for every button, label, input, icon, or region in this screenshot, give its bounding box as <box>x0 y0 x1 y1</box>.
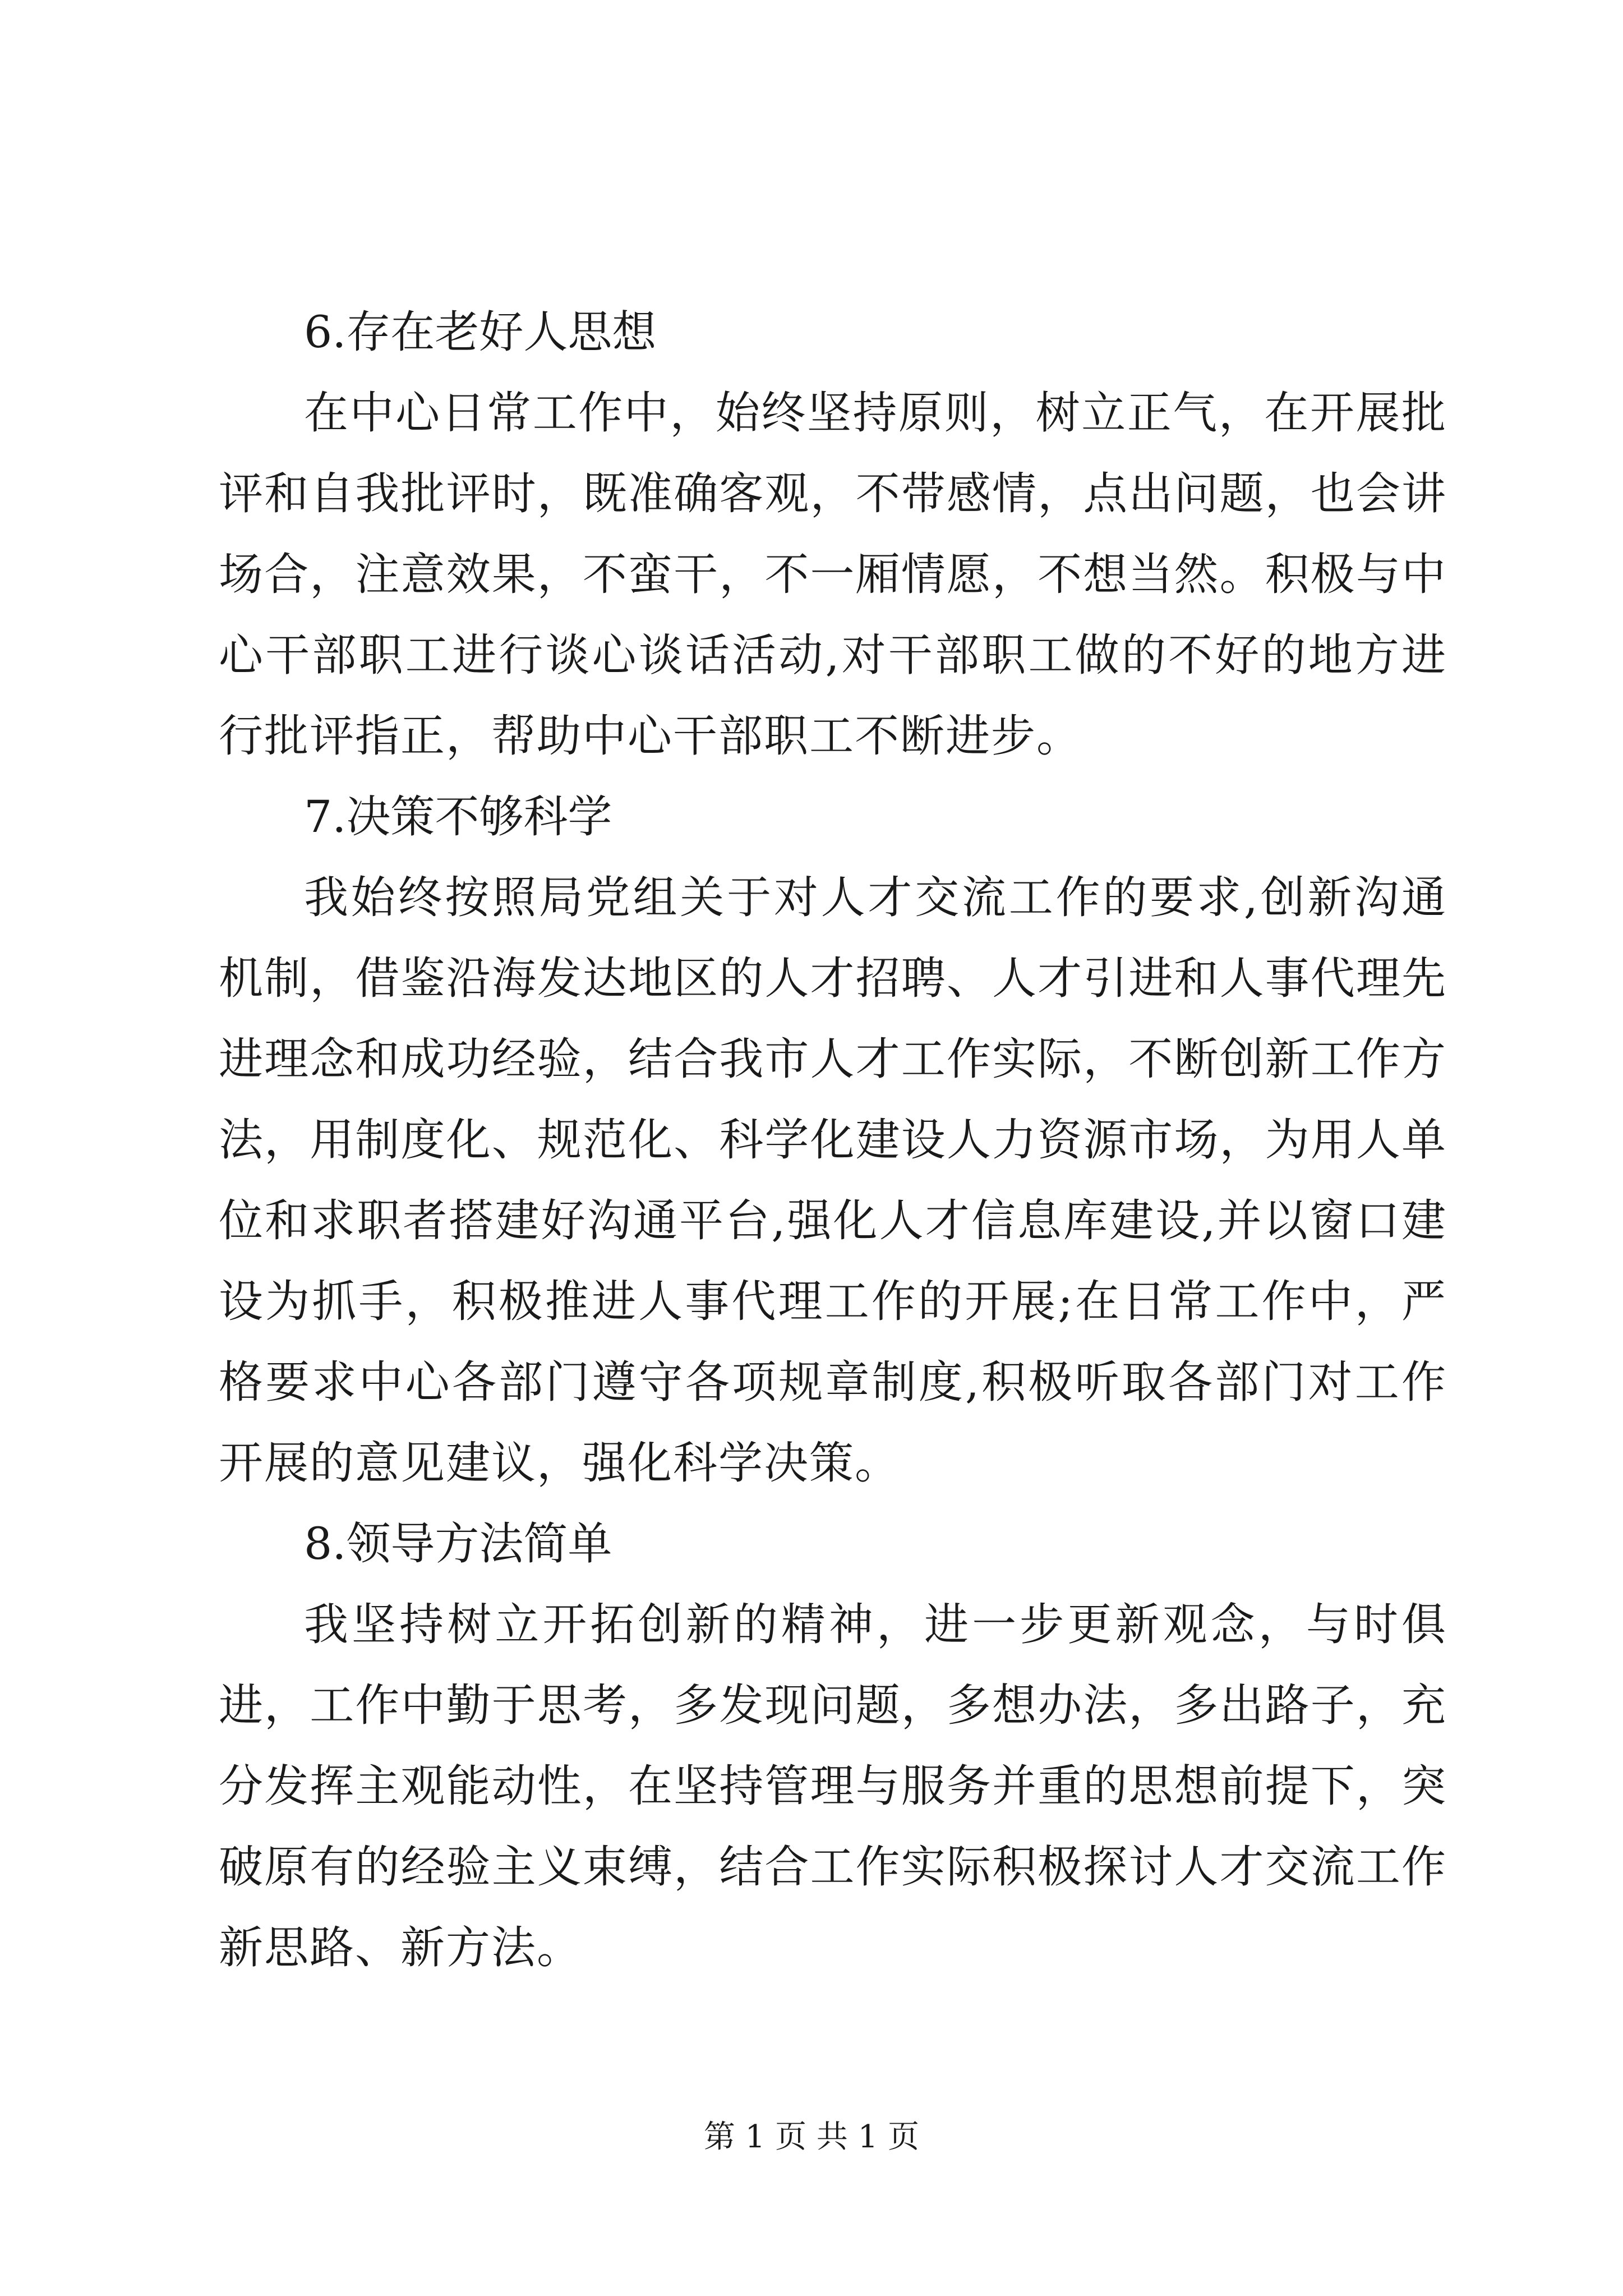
document-body <box>219 292 1447 1988</box>
section-heading-7: 7.决策不够科学 <box>304 791 612 843</box>
section-heading-8: 8.领导方法简单 <box>304 1518 612 1570</box>
section-paragraph-6: 在中心日常工作中，始终坚持原则，树立正气，在开展批评和自我批评时，既准确客观，不带感情，点出问题，也会讲场合，注意效果，不蛮干，不一厢情愿，不想当然。积极与中心干部职工进行谈心谈话活动,对干部职工做的不好的地方进行批评指正，帮助中心干部职工不断进步。 <box>219 387 1447 762</box>
page-footer: 第 1 页 共 1 页 <box>703 2119 920 2155</box>
section-heading-6: 6.存在老好人思想 <box>304 306 657 358</box>
section-paragraph-8: 我坚持树立开拓创新的精神，进一步更新观念，与时俱进，工作中勤于思考，多发现问题，多想办法，多出路子，充分发挥主观能动性，在坚持管理与服务并重的思想前提下，突破原有的经验主义束缚，结合工作实际积极探讨人才交流工作新思路、新方法。 <box>219 1599 1447 1973</box>
section-paragraph-7: 我始终按照局党组关于对人才交流工作的要求,创新沟通机制，借鉴沿海发达地区的人才招聘、人才引进和人事代理先进理念和成功经验，结合我市人才工作实际，不断创新工作方法，用制度化、规范化、科学化建设人力资源市场，为用人单位和求职者搭建好沟通平台,强化人才信息库建设,并以窗口建设为抓手，积极推进人事代理工作的开展;在日常工作中，严格要求中心各部门遵守各项规章制度,积极听取各部门对工作开展的意见建议，强化科学决策。 <box>219 872 1447 1489</box>
